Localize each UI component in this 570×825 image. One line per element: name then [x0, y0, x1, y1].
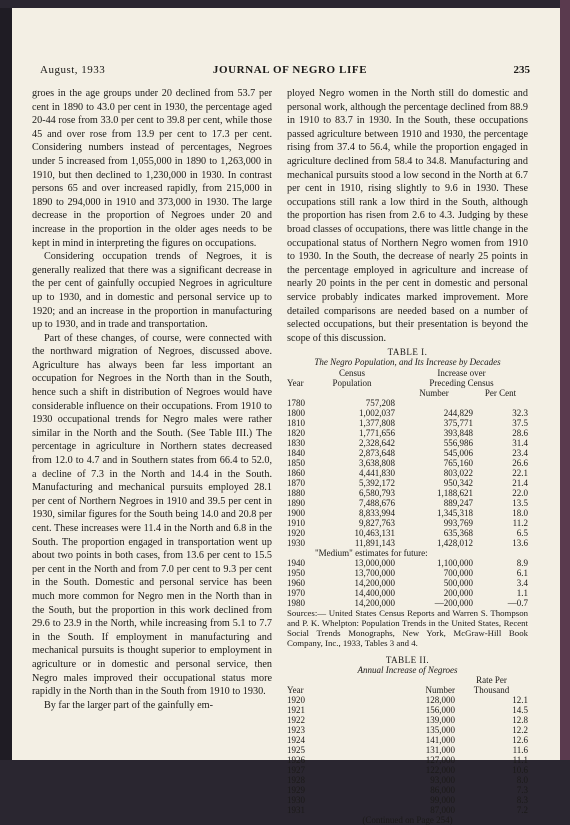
year-cell: 1860: [287, 468, 309, 478]
increase-percent-cell: 31.4: [473, 438, 528, 448]
increase-number-cell: 803,022: [395, 468, 473, 478]
table-2-body: [287, 695, 528, 815]
increase-number-cell: [395, 398, 473, 408]
column-header: Number: [315, 685, 455, 695]
table-1-grid: [287, 368, 528, 608]
right-column: [287, 87, 528, 825]
year-cell: 1980: [287, 598, 309, 608]
column-header: Year: [287, 685, 315, 695]
table-row: [287, 488, 528, 498]
year-cell: 1970: [287, 588, 309, 598]
year-cell: 1960: [287, 578, 309, 588]
year-cell: 1840: [287, 448, 309, 458]
year-cell: 1940: [287, 558, 309, 568]
population-cell: 4,441,830: [309, 468, 395, 478]
increase-number-cell: 765,160: [395, 458, 473, 468]
year-cell: 1810: [287, 418, 309, 428]
increase-percent-cell: 22.0: [473, 488, 528, 498]
number-cell: 128,000: [315, 695, 455, 705]
year-cell: 1927: [287, 765, 315, 775]
table-row: [287, 588, 528, 598]
table-row: [287, 715, 528, 725]
year-cell: 1950: [287, 568, 309, 578]
year-cell: 1931: [287, 805, 315, 815]
column-header: Preceding Census: [395, 378, 528, 388]
population-cell: 8,833,994: [309, 508, 395, 518]
number-cell: 99,000: [315, 795, 455, 805]
population-cell: 7,488,676: [309, 498, 395, 508]
rate-cell: 12.8: [455, 715, 528, 725]
increase-percent-cell: [473, 398, 528, 408]
increase-number-cell: 1,188,621: [395, 488, 473, 498]
page-shadow-edge: [0, 8, 12, 760]
table-1-estimates: [287, 558, 528, 608]
rate-cell: 12.6: [455, 735, 528, 745]
increase-number-cell: 1,428,012: [395, 538, 473, 548]
table-row: [287, 448, 528, 458]
population-cell: 9,827,763: [309, 518, 395, 528]
table-row: [287, 568, 528, 578]
population-cell: 757,208: [309, 398, 395, 408]
table-row: [287, 805, 528, 815]
year-cell: 1930: [287, 795, 315, 805]
increase-percent-cell: 21.4: [473, 478, 528, 488]
table-row: [287, 725, 528, 735]
rate-cell: 7.3: [455, 785, 528, 795]
year-cell: 1923: [287, 725, 315, 735]
table-row: [287, 518, 528, 528]
rate-cell: 10.6: [455, 765, 528, 775]
increase-number-cell: 556,986: [395, 438, 473, 448]
table-row: [287, 598, 528, 608]
year-cell: 1780: [287, 398, 309, 408]
year-cell: 1924: [287, 735, 315, 745]
year-cell: 1910: [287, 518, 309, 528]
rate-cell: 11.1: [455, 755, 528, 765]
year-cell: 1925: [287, 745, 315, 755]
table-1: [287, 347, 528, 648]
increase-percent-cell: 28.6: [473, 428, 528, 438]
increase-percent-cell: —0.7: [473, 598, 528, 608]
population-cell: 10,463,131: [309, 528, 395, 538]
year-cell: 1920: [287, 695, 315, 705]
increase-percent-cell: 32.3: [473, 408, 528, 418]
table-row: [287, 468, 528, 478]
number-cell: 86,000: [315, 785, 455, 795]
year-cell: 1830: [287, 438, 309, 448]
population-cell: 3,638,808: [309, 458, 395, 468]
population-cell: 14,400,000: [309, 588, 395, 598]
table-1-title: TABLE I.: [287, 347, 528, 357]
year-cell: 1929: [287, 785, 315, 795]
increase-percent-cell: 13.5: [473, 498, 528, 508]
number-cell: 139,000: [315, 715, 455, 725]
estimates-heading: "Medium" estimates for future:: [287, 548, 528, 558]
increase-number-cell: 500,000: [395, 578, 473, 588]
year-cell: 1921: [287, 705, 315, 715]
paragraph: ployed Negro women in the North still do domestic and personal work, although the percentage declined from 88.9 in 1910 to 83.7 in 1930. In the South, these occupations passed agriculture between 1910 and 1930, the percentage rising from 37.4 to 56.4, while the proportion engaged in agriculture declined from 58.4 to 34.8. Manufacturing and mechanical pursuits stood a low second in the North at 6.7 per cent in 1910, rising slightly to 9.6 in 1930. These occupations still rank a low third in the South, although the proportion has risen from 2.6 to 4.3. Judging by these broad classes of occupations, there was little change in the occupational status of Northern Negro women from 1910 to 1930. In the South, the decrease of nearly 25 points in the percentage employed in agriculture and increase of nearly 20 points in the per cent in domestic and personal service probably indicates marked improvement. More detailed comparisons are needed based on a number of selected occupations, but their presentation is beyond the scope of this discussion.: [287, 87, 528, 345]
running-header: [40, 64, 540, 80]
increase-number-cell: 545,006: [395, 448, 473, 458]
table-1-subtitle: The Negro Population, and Its Increase by Decades: [287, 357, 528, 367]
column-header: Increase over: [395, 368, 528, 378]
table-row: [287, 498, 528, 508]
increase-number-cell: 375,771: [395, 418, 473, 428]
increase-percent-cell: 26.6: [473, 458, 528, 468]
table-2: [287, 655, 528, 825]
paragraph: Part of these changes, of course, were connected with the northward migration of Negroes, discussed above. Agriculture has always been far less important an occupation for Negroes in the North than in the South, hence such a shift in distribution of Negroes would have considerable influence on their occupations. From 1910 to 1930 occupational trends for Negro males were rather similar in the North and the South. (See Table III.) The percentage in agriculture in Northern states decreased from 12.0 to 4.7 and in Southern states from 66.4 to 52.0, a decline of 7.3 in the North and 14.4 in the South. Manufacturing and mechanical pursuits employed 28.1 per cent of Northern Negroes in 1910 and 39.5 per cent in 1930, similar figures for the South being 14.0 and 20.8 per cent. These increases were 11.4 in the North and 6.8 in the South. The proportion engaged in transportation went up about two points in both cases, from 13.6 per cent to 15.5 per cent in the North and from 7.0 per cent to 9.3 per cent in the South. Domestic and personal service has been much more common for Negro men in the North than in the South, but the proportion in this work declined from 29.6 to 23.9 in the North, while increasing from 5.1 to 7.7 in the South. If employment in manufacturing and mechanical pursuits is thought superior to employment in agriculture or in domestic and personal service, then Negro males improved their occupational status more rapidly in the North than in the South from 1910 to 1930.: [32, 332, 272, 699]
table-row: [287, 438, 528, 448]
table-row: [287, 458, 528, 468]
column-header: Population: [309, 378, 395, 388]
increase-percent-cell: 3.4: [473, 578, 528, 588]
year-cell: 1870: [287, 478, 309, 488]
table-row: [287, 398, 528, 408]
population-cell: 14,200,000: [309, 598, 395, 608]
year-cell: 1890: [287, 498, 309, 508]
increase-percent-cell: 37.5: [473, 418, 528, 428]
table-row: [287, 528, 528, 538]
population-cell: 2,328,642: [309, 438, 395, 448]
year-cell: 1920: [287, 528, 309, 538]
population-cell: 11,891,143: [309, 538, 395, 548]
page-number: 235: [514, 64, 531, 76]
paragraph: By far the larger part of the gainfully em-: [32, 699, 272, 713]
column-header: Number: [395, 388, 473, 398]
number-cell: 87,000: [315, 805, 455, 815]
increase-percent-cell: 13.6: [473, 538, 528, 548]
increase-number-cell: 635,368: [395, 528, 473, 538]
increase-number-cell: —200,000: [395, 598, 473, 608]
population-cell: 1,002,037: [309, 408, 395, 418]
increase-number-cell: 244,829: [395, 408, 473, 418]
year-cell: 1926: [287, 755, 315, 765]
table-2-grid: [287, 675, 528, 815]
table-row: [287, 735, 528, 745]
table-2-title: TABLE II.: [287, 655, 528, 665]
table-row: [287, 578, 528, 588]
number-cell: 141,000: [315, 735, 455, 745]
year-cell: 1880: [287, 488, 309, 498]
rate-cell: 14.5: [455, 705, 528, 715]
table-row: [287, 408, 528, 418]
table-row: [287, 428, 528, 438]
column-header: Census: [309, 368, 395, 378]
increase-percent-cell: 6.5: [473, 528, 528, 538]
increase-percent-cell: 8.9: [473, 558, 528, 568]
column-header: Thousand: [455, 685, 528, 695]
year-cell: 1928: [287, 775, 315, 785]
rate-cell: 11.6: [455, 745, 528, 755]
increase-percent-cell: 6.1: [473, 568, 528, 578]
number-cell: 135,000: [315, 725, 455, 735]
number-cell: 122,000: [315, 765, 455, 775]
table-row: [287, 775, 528, 785]
increase-number-cell: 1,345,318: [395, 508, 473, 518]
year-cell: 1800: [287, 408, 309, 418]
issue-date: August, 1933: [40, 64, 105, 76]
paragraph: Considering occupation trends of Negroes, it is generally realized that there was a significant decrease in the per cent of gainfully occupied Negroes in agriculture up to 1930, and in domestic and personal service up to 1920; and an increase in the proportion in manufacturing up to 1930, and in trade and transportation.: [32, 250, 272, 332]
table-row: [287, 418, 528, 428]
table-row: [287, 508, 528, 518]
population-cell: 6,580,793: [309, 488, 395, 498]
table-1-sources: Sources:— United States Census Reports and Warren S. Thompson and P. K. Whelpton: Population Trends in the United States, Recent Social Trends Monographs, New York, McGraw-Hill Book Company, Inc., 1933, Tables 3 and 4.: [287, 608, 528, 649]
increase-number-cell: 1,100,000: [395, 558, 473, 568]
book-cover-edge: [560, 0, 570, 760]
number-cell: 127,000: [315, 755, 455, 765]
left-column: [32, 87, 272, 712]
continued-note: (Continued on Page 254): [287, 815, 528, 825]
table-row: [287, 745, 528, 755]
rate-cell: 7.2: [455, 805, 528, 815]
population-cell: 13,000,000: [309, 558, 395, 568]
table-row: [287, 695, 528, 705]
rate-cell: 8.0: [455, 775, 528, 785]
population-cell: 1,771,656: [309, 428, 395, 438]
paragraph: groes in the age groups under 20 declined from 53.7 per cent in 1890 to 43.0 per cent in 1930, the percentage aged 20-44 rose from 33.0 per cent to 39.8 per cent, while those 45 and over rose from 13.9 per cent to 17.3 per cent. Considering numbers instead of percentages, Negroes under 5 increased from 1,055,000 in 1890 to 1,263,000 in 1910, but then declined to 1,230,000 in 1930. In contrast persons 65 and over increased rapidly, from 215,000 in 1890 to 294,000 in 1910 and 373,000 in 1930. The large decrease in the proportion of Negroes under 20 and increase in the proportion in the older ages needs to be kept in mind in interpreting the figures on occupations.: [32, 87, 272, 250]
increase-number-cell: 393,848: [395, 428, 473, 438]
year-cell: 1930: [287, 538, 309, 548]
rate-cell: 12.1: [455, 695, 528, 705]
increase-percent-cell: 22.1: [473, 468, 528, 478]
increase-percent-cell: 23.4: [473, 448, 528, 458]
column-header: Per Cent: [473, 388, 528, 398]
population-cell: 1,377,808: [309, 418, 395, 428]
table-row: [287, 785, 528, 795]
increase-number-cell: 889,247: [395, 498, 473, 508]
column-header: Year: [287, 378, 309, 388]
population-cell: 13,700,000: [309, 568, 395, 578]
population-cell: 5,392,172: [309, 478, 395, 488]
year-cell: 1900: [287, 508, 309, 518]
table-row: [287, 765, 528, 775]
number-cell: 93,000: [315, 775, 455, 785]
increase-number-cell: 700,000: [395, 568, 473, 578]
population-cell: 14,200,000: [309, 578, 395, 588]
increase-percent-cell: 18.0: [473, 508, 528, 518]
year-cell: 1820: [287, 428, 309, 438]
table-row: [287, 538, 528, 548]
table-row: [287, 558, 528, 568]
rate-cell: 8.3: [455, 795, 528, 805]
increase-percent-cell: 1.1: [473, 588, 528, 598]
rate-cell: 12.2: [455, 725, 528, 735]
increase-percent-cell: 11.2: [473, 518, 528, 528]
table-row: [287, 478, 528, 488]
number-cell: 156,000: [315, 705, 455, 715]
table-1-body: [287, 398, 528, 548]
journal-title: JOURNAL OF NEGRO LIFE: [40, 64, 540, 76]
column-header: Rate Per: [455, 675, 528, 685]
year-cell: 1922: [287, 715, 315, 725]
table-2-subtitle: Annual Increase of Negroes: [287, 665, 528, 675]
population-cell: 2,873,648: [309, 448, 395, 458]
table-row: [287, 705, 528, 715]
table-row: [287, 795, 528, 805]
increase-number-cell: 993,769: [395, 518, 473, 528]
increase-number-cell: 950,342: [395, 478, 473, 488]
number-cell: 131,000: [315, 745, 455, 755]
year-cell: 1850: [287, 458, 309, 468]
increase-number-cell: 200,000: [395, 588, 473, 598]
